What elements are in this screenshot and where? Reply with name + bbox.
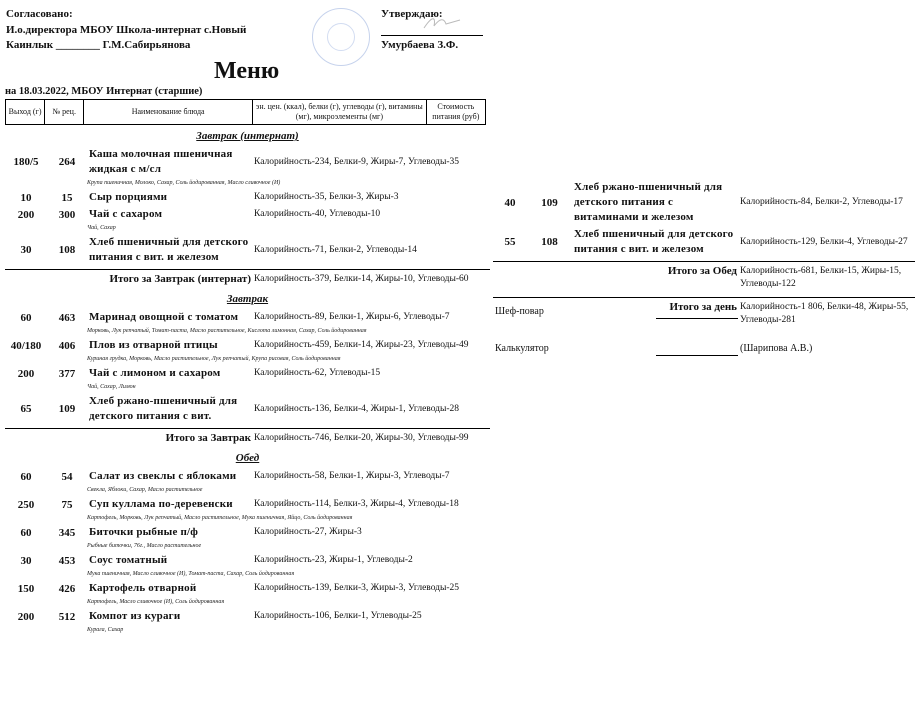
item-weight: 65 bbox=[20, 403, 32, 415]
item-name: Чай с лимоном и сахаром bbox=[89, 367, 221, 379]
item-nutrition: Калорийность-136, Белки-4, Жиры-1, Углеводы-28 bbox=[254, 403, 460, 414]
total-row bbox=[5, 428, 490, 445]
item-weight: 60 bbox=[20, 311, 32, 324]
item-name: Хлеб пшеничный для детского питания с вит. и железом bbox=[574, 228, 734, 255]
item-ingredients: Чай, Сахар, Лимон bbox=[87, 384, 136, 390]
item-ingredients: Мука пшеничная, Масло сливочное (И), Томат-паста, Сахар, Соль йодированная bbox=[87, 571, 295, 577]
col-weight: Выход (г) bbox=[6, 100, 45, 125]
menu-left-column bbox=[5, 127, 490, 637]
right-signer: Умурбаева З.Ф. bbox=[381, 39, 459, 51]
item-recipe-number: 345 bbox=[58, 526, 76, 539]
item-weight: 10 bbox=[20, 191, 32, 204]
item-recipe-number: 453 bbox=[58, 554, 76, 567]
item-recipe-number: 15 bbox=[61, 191, 73, 204]
item-name: Сыр порциями bbox=[89, 191, 168, 203]
item-name: Картофель отварной bbox=[89, 582, 197, 594]
total-label: Итого за Завтрак bbox=[165, 432, 251, 444]
item-name: Хлеб ржано-пшеничный для детского питания с витаминами и железом bbox=[574, 181, 723, 223]
item-name: Плов из отварной птицы bbox=[89, 339, 218, 351]
section-heading: Обед bbox=[235, 452, 260, 464]
item-nutrition: Калорийность-106, Белки-1, Углеводы-25 bbox=[254, 611, 422, 621]
item-nutrition: Калорийность-114, Белки-3, Жиры-4, Углеводы-18 bbox=[254, 499, 459, 509]
col-dish: Наименование блюда bbox=[84, 100, 253, 125]
item-ingredients: Куриная грудка, Морковь, Масло растительное, Лук репчатый, Крупа рисовая, Соль йодированная bbox=[87, 356, 341, 362]
item-nutrition: Калорийность-89, Белки-1, Жиры-6, Углеводы-7 bbox=[254, 312, 450, 322]
item-weight: 60 bbox=[20, 526, 32, 539]
total-nutrition: Калорийность-1 806, Белки-48, Жиры-55, Углеводы-281 bbox=[740, 302, 909, 325]
menu-item-row bbox=[5, 609, 490, 624]
item-nutrition: Калорийность-139, Белки-3, Жиры-3, Углеводы-25 bbox=[254, 583, 460, 593]
menu-item-row bbox=[5, 190, 490, 205]
total-label: Итого за Завтрак (интернат) bbox=[109, 273, 251, 285]
section-heading: Завтрак bbox=[226, 293, 269, 305]
menu-item-row bbox=[5, 147, 490, 177]
item-nutrition: Калорийность-40, Углеводы-10 bbox=[254, 209, 381, 219]
chef-signature-line bbox=[656, 318, 738, 319]
item-recipe-number: 406 bbox=[58, 339, 76, 352]
menu-item-row bbox=[5, 497, 490, 512]
item-name: Маринад овощной с томатом bbox=[89, 311, 239, 323]
item-weight: 200 bbox=[17, 208, 35, 221]
item-recipe-number: 426 bbox=[58, 582, 76, 595]
menu-item-row bbox=[5, 394, 490, 424]
item-nutrition: Калорийность-84, Белки-2, Углеводы-17 bbox=[740, 197, 903, 207]
item-name: Компот из кураги bbox=[89, 610, 181, 622]
item-recipe-number: 463 bbox=[58, 311, 76, 324]
menu-item-row bbox=[5, 338, 490, 353]
item-nutrition: Калорийность-129, Белки-4, Углеводы-27 bbox=[740, 236, 908, 247]
item-nutrition: Калорийность-27, Жиры-3 bbox=[254, 527, 362, 537]
item-recipe-number: 108 bbox=[541, 236, 558, 248]
item-name: Салат из свеклы с яблоками bbox=[89, 470, 237, 482]
item-ingredients: Рыбные биточки, 76г., Масло растительное bbox=[87, 543, 202, 549]
total-label: Итого за день bbox=[669, 301, 737, 313]
item-nutrition: Калорийность-459, Белки-14, Жиры-23, Углеводы-49 bbox=[254, 340, 469, 350]
menu-item-row bbox=[5, 310, 490, 325]
left-signer: Каинлык ________ Г.М.Сабирьянова bbox=[6, 39, 191, 51]
item-recipe-number: 264 bbox=[58, 156, 76, 168]
item-recipe-number: 300 bbox=[58, 208, 76, 221]
approve-signature-line bbox=[381, 35, 483, 36]
director-line: И.о.директора МБОУ Школа-интернат с.Новый bbox=[6, 24, 247, 36]
menu-subtitle: на 18.03.2022, МБОУ Интернат (старшие) bbox=[5, 86, 203, 97]
item-recipe-number: 75 bbox=[61, 498, 73, 511]
menu-header-table bbox=[5, 99, 486, 125]
item-weight: 30 bbox=[20, 554, 32, 567]
agreed-label: Согласовано: bbox=[6, 8, 73, 20]
item-recipe-number: 512 bbox=[58, 610, 76, 623]
approve-label: Утверждаю: bbox=[381, 8, 443, 20]
menu-item-row bbox=[5, 207, 490, 222]
item-name: Каша молочная пшеничная жидкая с м/сл bbox=[89, 148, 233, 175]
total-row bbox=[5, 269, 490, 286]
total-row bbox=[493, 261, 915, 291]
section-heading: Завтрак (интернат) bbox=[196, 130, 299, 142]
item-recipe-number: 109 bbox=[58, 403, 76, 415]
item-ingredients: Курага, Сахар bbox=[87, 627, 124, 633]
item-ingredients: Чай, Сахар bbox=[87, 225, 116, 231]
item-ingredients: Морковь, Лук репчатый, Томат-паста, Масло растительное, Кислота лимонная, Сахар, Соль йодированная bbox=[87, 328, 367, 334]
chef-label: Шеф-повар bbox=[495, 306, 544, 317]
handwritten-signature bbox=[420, 12, 470, 32]
item-weight: 150 bbox=[17, 582, 35, 595]
item-nutrition: Калорийность-234, Белки-9, Жиры-7, Углеводы-35 bbox=[254, 156, 460, 167]
item-name: Суп куллама по-деревенски bbox=[89, 498, 233, 510]
item-name: Хлеб ржано-пшеничный для детского питания с вит. bbox=[89, 395, 238, 422]
item-weight: 40/180 bbox=[10, 339, 42, 352]
menu-item-row bbox=[493, 227, 915, 257]
item-recipe-number: 54 bbox=[61, 470, 73, 483]
item-weight: 180/5 bbox=[13, 156, 39, 168]
item-name: Биточки рыбные п/ф bbox=[89, 526, 199, 538]
calculator-signature-line bbox=[656, 355, 738, 356]
total-nutrition: Калорийность-379, Белки-14, Жиры-10, Углеводы-60 bbox=[254, 274, 469, 284]
item-weight: 55 bbox=[504, 236, 516, 248]
item-nutrition: Калорийность-62, Углеводы-15 bbox=[254, 368, 381, 378]
page-title: Меню bbox=[214, 58, 280, 84]
total-row bbox=[493, 297, 915, 327]
item-weight: 200 bbox=[17, 610, 35, 623]
item-nutrition: Калорийность-58, Белки-1, Жиры-3, Углеводы-7 bbox=[254, 471, 450, 481]
menu-item-row bbox=[493, 180, 915, 225]
col-nutrition: эн. цен. (ккал), белки (г), углеводы (г), витамины (мг), микроэлементы (мг) bbox=[253, 100, 427, 125]
menu-item-row bbox=[5, 235, 490, 265]
menu-item-row bbox=[5, 581, 490, 596]
stamp-seal bbox=[312, 8, 370, 66]
item-weight: 200 bbox=[17, 367, 35, 380]
item-nutrition: Калорийность-23, Жиры-1, Углеводы-2 bbox=[254, 555, 413, 565]
calculator-label: Калькулятор bbox=[495, 343, 549, 354]
item-ingredients: Картофель, Морковь, Лук репчатый, Масло растительное, Мука пшеничная, Яйцо, Соль йодированная bbox=[87, 515, 353, 521]
item-recipe-number: 108 bbox=[58, 244, 76, 256]
item-ingredients: Крупа пшеничная, Молоко, Сахар, Соль йодированная, Масло сливочное (И) bbox=[87, 180, 281, 186]
item-nutrition: Калорийность-71, Белки-2, Углеводы-14 bbox=[254, 244, 417, 255]
total-nutrition: Калорийность-681, Белки-15, Жиры-15, Углеводы-122 bbox=[740, 266, 902, 289]
item-nutrition: Калорийность-35, Белки-3, Жиры-3 bbox=[254, 192, 399, 202]
menu-item-row bbox=[5, 553, 490, 568]
item-ingredients: Картофель, Масло сливочное (И), Соль йодированная bbox=[87, 599, 225, 605]
menu-item-row bbox=[5, 469, 490, 484]
item-weight: 250 bbox=[17, 498, 35, 511]
calculator-name: (Шарипова А.В.) bbox=[740, 343, 813, 354]
item-name: Чай с сахаром bbox=[89, 208, 163, 220]
total-label: Итого за Обед bbox=[667, 265, 737, 277]
item-weight: 30 bbox=[20, 244, 32, 256]
col-recipe: № рец. bbox=[45, 100, 84, 125]
item-recipe-number: 109 bbox=[541, 196, 558, 209]
item-weight: 40 bbox=[504, 196, 516, 209]
item-ingredients: Свекла, Яблоки, Сахар, Масло растительное bbox=[87, 487, 203, 493]
col-cost: Стоимость питания (руб) bbox=[426, 100, 485, 125]
item-weight: 60 bbox=[20, 470, 32, 483]
menu-item-row bbox=[5, 525, 490, 540]
item-name: Соус томатный bbox=[89, 554, 168, 566]
menu-right-column bbox=[493, 178, 915, 333]
total-nutrition: Калорийность-746, Белки-20, Жиры-30, Углеводы-99 bbox=[254, 433, 469, 443]
item-recipe-number: 377 bbox=[58, 367, 76, 380]
menu-item-row bbox=[5, 366, 490, 381]
item-name: Хлеб пшеничный для детского питания с вит. и железом bbox=[89, 236, 249, 263]
